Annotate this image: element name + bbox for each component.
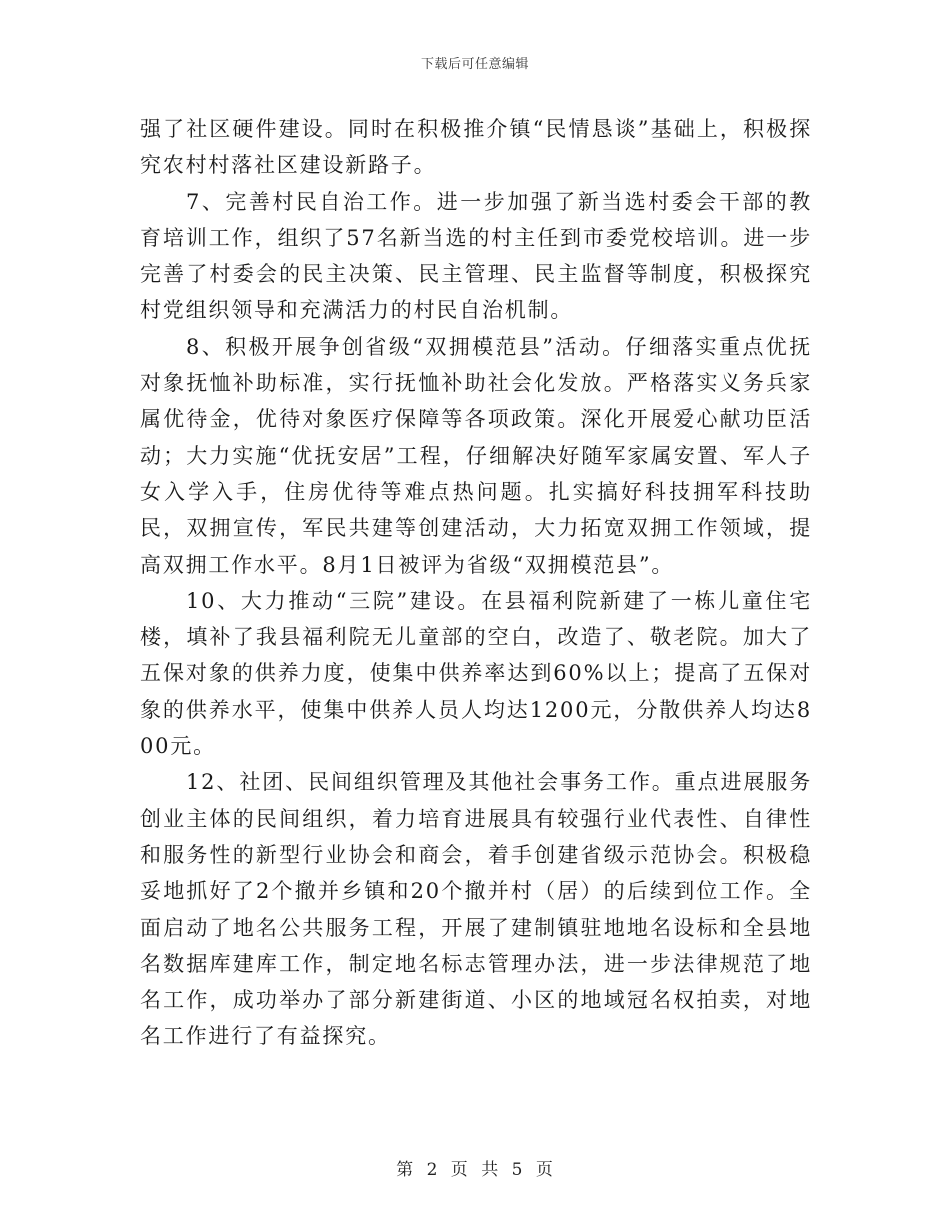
paragraph-item-12: 12、社团、民间组织管理及其他社会事务工作。重点进展服务创业主体的民间组织，着力培育进展具有较强行业代表性、自律性和服务性的新型行业协会和商会，着手创建省级示范协会。积极稳妥地抓好了2个撤并乡镇和20个撤并村（居）的后续到位工作。全面启动了地名公共服务工程，开展了建制镇驻地地名设标和全县地名数据库建库工作，制定地名标志管理办法，进一步法律规范了地名工作，成功举办了部分新建街道、小区的地域冠名权拍卖，对地名工作进行了有益探究。 [140,770,812,1049]
paragraph-item-7: 7、完善村民自治工作。进一步加强了新当选村委会干部的教育培训工作，组织了57名新当选的村主任到市委党校培训。进一步完善了村委会的民主决策、民主管理、民主监督等制度，积极探究村党组织领导和充满活力的村民自治机制。 [140,189,812,323]
page-header: 下载后可任意编辑 [420,57,529,72]
paragraph-continuation: 强了社区硬件建设。同时在积极推介镇“民情恳谈”基础上，积极探究农村村落社区建设新路子。 [140,117,812,178]
paragraph-item-10: 10、大力推动“三院”建设。在县福利院新建了一栋儿童住宅楼，填补了我县福利院无儿童部的空白，改造了、敬老院。加大了五保对象的供养力度，使集中供养率达到60%以上；提高了五保对象的供养水平，使集中供养人员人均达1200元，分散供养人均达800元。 [140,588,812,759]
paragraph-item-8: 8、积极开展争创省级“双拥模范县”活动。仔细落实重点优抚对象抚恤补助标准，实行抚恤补助社会化发放。严格落实义务兵家属优待金，优待对象医疗保障等各项政策。深化开展爱心献功臣活动；大力实施“优抚安居”工程，仔细解决好随军家属安置、军人子女入学入手，住房优待等难点热问题。扎实搞好科技拥军科技助民，双拥宣传，军民共建等创建活动，大力拓宽双拥工作领域，提高双拥工作水平。8月1日被评为省级“双拥模范县”。 [140,334,812,577]
document-body [140,111,812,1055]
page-number: 第 2 页 共 5 页 [396,1160,554,1180]
